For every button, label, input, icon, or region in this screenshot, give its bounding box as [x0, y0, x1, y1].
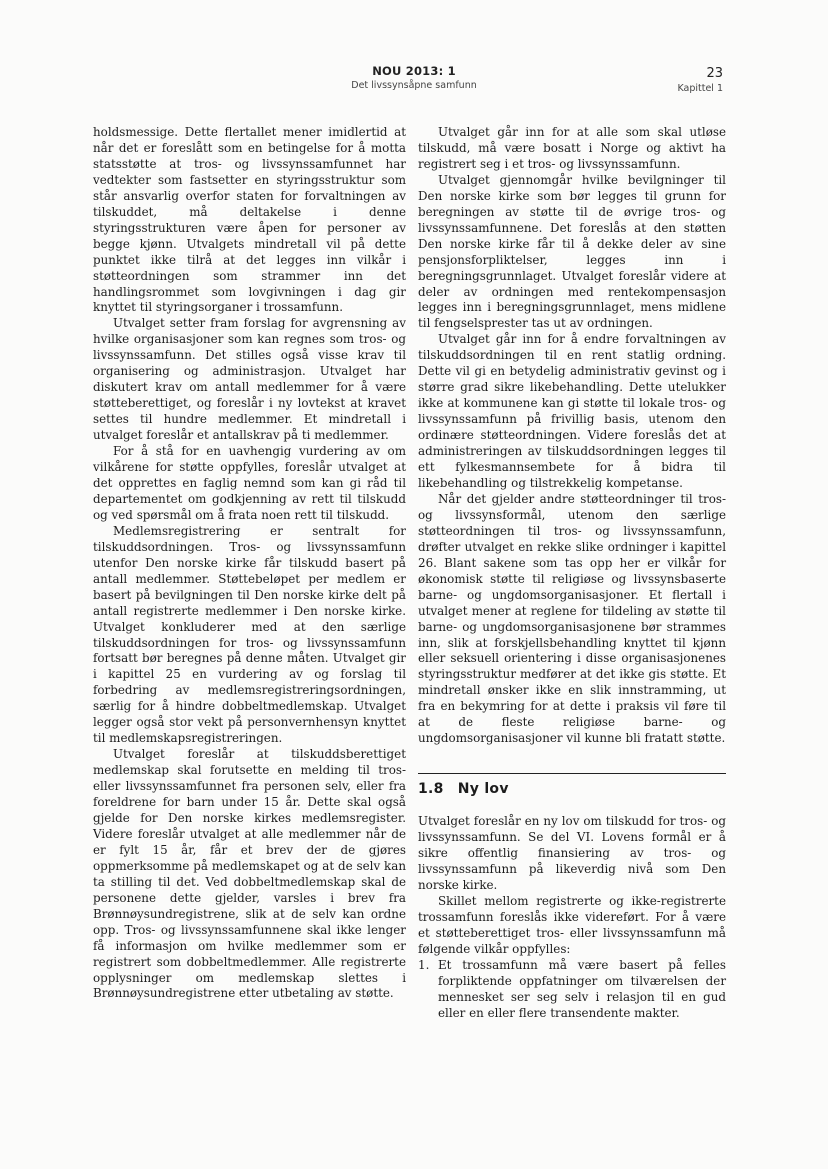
- list-item: [418, 958, 726, 1022]
- section-number: 1.8: [418, 781, 444, 798]
- report-subtitle: Det livssynsåpne samfunn: [351, 80, 477, 91]
- paragraph: Skillet mellom registrerte og ikke-registrerte trossamfunn foreslås ikke videreført. For å være et støtteberettiget tros- eller livssynssamfunn må følgende vilkår oppfylles:: [418, 893, 726, 956]
- section-heading: [418, 773, 726, 798]
- list-item-number: 1.: [418, 957, 430, 972]
- paragraph: Utvalget foreslår en ny lov om tilskudd for tros- og livssynssamfunn. Se del VI. Lovens formål er å sikre offentlig finansiering av tros- og livssynssamfunn på likeverdig nivå som Den norske kirke.: [418, 814, 726, 892]
- section-title: Ny lov: [457, 781, 509, 798]
- report-series: NOU 2013: 1: [372, 64, 456, 78]
- list-item-text: Et trossamfunn må være basert på felles forpliktende oppfatninger om tilværelsen der mennesket ser seg selv i relasjon til en gud eller en eller flere transendente makter.: [438, 957, 726, 1020]
- running-header-right: [677, 66, 723, 94]
- paragraph: Utvalget gjennomgår hvilke bevilgninger til Den norske kirke som bør legges til grunn for beregningen av støtte til de øvrige tros- og livssynssamfunnene. Det foreslås at den støtten Den norske kirke får til å dekke deler av sine pensjonsforpliktelser, legges inn i beregningsgrunnlaget. Utvalget foreslår videre at deler av ordningen med rentekompensasjon legges inn i beregningsgrunnlaget, mens midlene til fengselsprester tas ut av ordningen.: [418, 172, 726, 331]
- paragraph: Utvalget går inn for å endre forvaltningen av tilskuddsordningen til en rent statlig ordning. Dette vil gi en betydelig administrativ gevinst og i større grad sikre likebehandling. Dette utelukker ikke at kommunene kan gi støtte til lokale tros- og livssynssamfunn på frivillig basis, utenom den ordinære støtteordningen. Videre foreslås det at administreringen av tilskuddsordningen legges til ett fylkesmannsembete for å bidra til likebehandling og tilstrekkelig kompetanse.: [418, 332, 726, 490]
- right-column: [418, 125, 726, 1022]
- paragraph: Utvalget foreslår at tilskuddsberettiget medlemskap skal forutsette en melding til tros- eller livssynssamfunnet fra personen selv, eller fra foreldrene for barn under 15 år. Dette skal også gjelde for Den norske kirkes medlemsregister. Videre foreslår utvalget at alle medlemmer når de er fylt 15 år, får et brev der de gjøres oppmerksomme på medlemskapet og at de selv kan ta stilling til det. Ved dobbeltmedlemskap skal de personene dette gjelder, varsles i brev fra Brønnøysundregistrene, slik at de selv kan ordne opp. Tros- og livssynssamfunnene skal ikke lenger få informasjon om hvilke medlemmer som er registrert som dobbeltmedlemmer. Alle registrerte opplysninger om medlemskap slettes i Brønnøysundregistrene etter utbetaling av støtte.: [93, 747, 406, 1001]
- paragraph: Når det gjelder andre støtteordninger til tros- og livssynsformål, utenom den særlige støtteordningen til tros- og livssynssamfunn, drøfter utvalget en rekke slike ordninger i kapittel 26. Blant sakene som tas opp her er vilkår for økonomisk støtte til religiøse og livssynsbaserte barne- og ungdomsorganisasjoner. Et flertall i utvalget mener at reglene for tildeling av støtte til barne- og ungdomsorganisasjonene bør strammes inn, slik at forskjellsbehandling knyttet til kjønn eller seksuell orientering i disse organisasjonenes styringsstruktur medfører at det ikke gis støtte. Et mindretall ønsker ikke en slik innstramming, ut fra en bekymring for at dette i praksis vil føre til at de fleste religiøse barne- og ungdomsorganisasjoner vil kunne bli fratatt støtte.: [418, 491, 726, 746]
- paragraph: Utvalget setter fram forslag for avgrensning av hvilke organisasjoner som kan regnes som tros- og livssynssamfunn. Det stilles også visse krav til organisering og administrasjon. Utvalget har diskutert krav om antall medlemmer for å være støtteberettiget, og foreslår i ny lovtekst at kravet settes til hundre medlemmer. Et mindretall i utvalget foreslår et antallskrav på ti medlemmer.: [93, 316, 406, 443]
- conditions-list: [418, 958, 726, 1022]
- paragraph: holdsmessige. Dette flertallet mener imidlertid at når det er foreslått som en betingelse for å motta statsstøtte at tros- og livssynssamfunnet har vedtekter som fastsetter en styringsstruktur som står ansvarlig overfor staten for forvaltningen av tilskuddet, må deltakelse i denne styringsstrukturen være åpen for personer av begge kjønn. Utvalgets mindretall vil på dette punktet ikke tilrå at det legges inn vilkår i støtteordningen som strammer inn det handlingsrommet som lovgivningen i dag gir knyttet til styringsorganer i trossamfunn.: [93, 125, 406, 315]
- paragraph: For å stå for en uavhengig vurdering av om vilkårene for støtte oppfylles, foreslår utvalget at det opprettes en faglig nemnd som kan gi råd til departementet om godkjenning av rett til tilskudd og ved spørsmål om å frata noen rett til tilskudd.: [93, 444, 406, 522]
- page-number: 23: [706, 66, 723, 81]
- paragraph: Utvalget går inn for at alle som skal utløse tilskudd, må være bosatt i Norge og aktivt ha registrert seg i et tros- og livssynssamfunn.: [418, 125, 726, 171]
- running-header-center: [300, 64, 528, 91]
- left-column: [93, 125, 406, 1002]
- paragraph: Medlemsregistrering er sentralt for tilskuddsordningen. Tros- og livssynssamfunn utenfor Den norske kirke får tilskudd basert på antall medlemmer. Støttebeløpet per medlem er basert på bevilgningen til Den norske kirke delt på antall registrerte medlemmer i Den norske kirke. Utvalget konkluderer med at den særlige tilskuddsordningen for tros- og livssynssamfunn fortsatt bør beregnes på denne måten. Utvalget gir i kapittel 25 en vurdering av og forslag til forbedring av medlemsregistreringsordningen, særlig for å hindre dobbeltmedlemskap. Utvalget legger også stor vekt på personvernhensyn knyttet til medlemskapsregistreringen.: [93, 523, 406, 746]
- chapter-label: Kapittel 1: [677, 83, 723, 94]
